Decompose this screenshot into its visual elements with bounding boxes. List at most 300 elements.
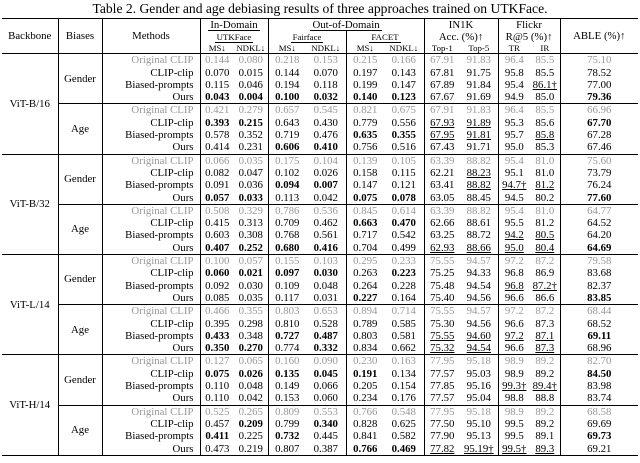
value-text: 75.32 — [430, 342, 455, 355]
value-cell — [460, 305, 498, 318]
value-cell — [200, 418, 234, 430]
header-backbone: Backbone — [2, 19, 58, 54]
value-cell — [306, 380, 346, 392]
value-cell — [306, 141, 346, 154]
method-cell: Ours — [102, 392, 200, 405]
value-text: 64.52 — [587, 217, 612, 230]
value-text: 0.821 — [353, 104, 378, 117]
value-text: 0.279 — [238, 104, 263, 117]
value-text: 0.625 — [391, 417, 416, 430]
value-text: 89.3 — [535, 442, 555, 455]
value-text: 0.047 — [238, 166, 263, 179]
value-cell — [306, 167, 346, 179]
method-cell: Ours — [102, 292, 200, 305]
value-cell — [268, 443, 306, 456]
value-text: 0.134 — [391, 367, 416, 380]
value-cell — [384, 217, 424, 229]
value-text: 95.5 — [504, 217, 524, 230]
value-cell — [346, 67, 384, 79]
value-cell — [530, 217, 560, 229]
value-text: 88.61 — [466, 217, 491, 230]
value-cell — [384, 154, 424, 167]
value-cell — [306, 342, 346, 355]
value-text: 0.553 — [313, 405, 338, 418]
value-text: 0.143 — [391, 66, 416, 79]
value-text: 0.153 — [275, 392, 300, 405]
value-cell — [498, 54, 530, 67]
value-text: 0.845 — [353, 204, 378, 217]
value-cell — [346, 242, 384, 255]
value-text: 0.766 — [353, 442, 378, 455]
value-text: 69.69 — [587, 417, 612, 430]
value-text: 0.113 — [275, 191, 300, 204]
value-text: 88.72 — [466, 229, 491, 242]
value-cell — [384, 242, 424, 255]
value-cell — [424, 117, 460, 129]
value-text: 0.807 — [275, 442, 300, 455]
value-cell — [200, 242, 234, 255]
value-text: 0.395 — [205, 317, 230, 330]
value-text: 0.144 — [205, 54, 230, 67]
method-cell: Biased-prompts — [102, 330, 200, 342]
value-text: 94.60 — [466, 329, 491, 342]
value-text: 0.662 — [391, 342, 416, 355]
value-text: 67.43 — [430, 141, 455, 154]
value-text: 0.036 — [238, 179, 263, 192]
value-cell — [346, 104, 384, 117]
value-cell — [306, 255, 346, 268]
value-cell — [498, 167, 530, 179]
method-cell: CLIP-clip — [102, 418, 200, 430]
value-text: 88.8 — [535, 392, 555, 405]
value-cell — [200, 54, 234, 67]
value-text: 95.4 — [504, 78, 524, 91]
value-cell — [346, 368, 384, 380]
value-cell — [268, 305, 306, 318]
value-text: 0.197 — [353, 66, 378, 79]
value-text: 0.430 — [313, 116, 338, 129]
value-text: 75.55 — [430, 329, 455, 342]
value-text: 0.414 — [205, 141, 230, 154]
value-cell — [346, 167, 384, 179]
value-text: 0.732 — [275, 430, 300, 443]
value-text: 0.719 — [275, 129, 300, 142]
value-text: 0.387 — [313, 442, 338, 455]
value-cell — [268, 204, 306, 217]
value-text: 0.154 — [391, 380, 416, 393]
value-cell — [384, 91, 424, 104]
value-cell — [268, 67, 306, 79]
value-cell — [384, 318, 424, 330]
value-cell — [498, 192, 530, 205]
value-cell — [460, 91, 498, 104]
value-text: 0.295 — [353, 255, 378, 268]
value-text: 0.166 — [391, 54, 416, 67]
value-text: 67.46 — [587, 141, 612, 154]
value-cell — [200, 167, 234, 179]
value-text: 77.60 — [587, 191, 612, 204]
value-text: 98.9 — [504, 405, 524, 418]
value-cell — [306, 392, 346, 405]
value-cell — [560, 380, 638, 392]
value-cell — [384, 167, 424, 179]
value-cell — [530, 204, 560, 217]
value-text: 97.2 — [504, 329, 524, 342]
value-text: 0.007 — [313, 179, 338, 192]
value-cell — [268, 342, 306, 355]
value-text: 0.057 — [238, 255, 263, 268]
value-cell — [234, 242, 268, 255]
value-text: 0.139 — [353, 154, 378, 167]
value-cell — [234, 141, 268, 154]
table-body — [2, 54, 638, 456]
value-text: 88.66 — [466, 241, 491, 254]
method-cell: CLIP-clip — [102, 117, 200, 129]
value-cell — [234, 355, 268, 368]
value-cell — [346, 91, 384, 104]
value-cell — [268, 129, 306, 141]
value-text: 0.329 — [238, 204, 263, 217]
value-cell — [460, 443, 498, 456]
value-text: 91.69 — [466, 91, 491, 104]
header-facet-ndkl: NDKL↓ — [389, 43, 419, 54]
value-cell — [424, 305, 460, 318]
value-cell — [268, 167, 306, 179]
value-text: 64.77 — [587, 204, 612, 217]
value-text: 77.82 — [430, 442, 455, 455]
value-cell — [460, 104, 498, 117]
method-cell: Biased-prompts — [102, 129, 200, 141]
value-cell — [424, 405, 460, 418]
value-cell — [384, 129, 424, 141]
value-cell — [268, 217, 306, 229]
value-cell — [560, 392, 638, 405]
header-fairface: Fairface — [268, 31, 346, 43]
value-cell — [268, 117, 306, 129]
value-text: 95.0 — [504, 241, 524, 254]
method-cell: Ours — [102, 242, 200, 255]
value-cell — [498, 267, 530, 279]
value-text: 86.9 — [535, 267, 555, 280]
value-text: 95.13 — [466, 430, 491, 443]
value-text: 77.57 — [430, 367, 455, 380]
value-text: 94.57 — [466, 255, 491, 268]
value-cell — [560, 305, 638, 318]
value-cell — [306, 117, 346, 129]
value-text: 0.643 — [275, 116, 300, 129]
header-facet: FACET — [346, 31, 424, 43]
value-cell — [530, 318, 560, 330]
value-cell — [460, 392, 498, 405]
value-cell — [346, 305, 384, 318]
method-cell: Biased-prompts — [102, 380, 200, 392]
value-text: 0.476 — [313, 129, 338, 142]
method-cell: Original CLIP — [102, 255, 200, 268]
value-text: 0.147 — [391, 78, 416, 91]
value-text: 0.149 — [275, 380, 300, 393]
value-text: 77.95 — [430, 355, 455, 368]
value-cell — [306, 430, 346, 442]
value-cell — [306, 104, 346, 117]
value-cell — [268, 79, 306, 91]
bias-cell: Age — [58, 305, 102, 355]
value-cell — [306, 355, 346, 368]
value-text: 0.433 — [205, 329, 230, 342]
value-cell — [346, 418, 384, 430]
value-text: 0.635 — [353, 129, 378, 142]
value-cell — [346, 204, 384, 217]
value-cell — [560, 292, 638, 305]
value-cell — [346, 292, 384, 305]
value-cell — [460, 67, 498, 79]
value-text: 0.410 — [313, 141, 338, 154]
value-text: 88.82 — [466, 154, 491, 167]
value-text: 0.015 — [238, 66, 263, 79]
value-cell — [346, 255, 384, 268]
value-cell — [560, 255, 638, 268]
value-cell — [200, 117, 234, 129]
value-cell — [384, 392, 424, 405]
value-text: 0.109 — [275, 279, 300, 292]
value-cell — [530, 355, 560, 368]
value-text: 95.8 — [504, 66, 524, 79]
value-cell — [306, 204, 346, 217]
value-text: 0.127 — [205, 355, 230, 368]
value-text: 0.030 — [313, 267, 338, 280]
value-cell — [460, 154, 498, 167]
value-cell — [560, 192, 638, 205]
value-cell — [234, 129, 268, 141]
value-cell — [530, 154, 560, 167]
value-text: 83.98 — [587, 380, 612, 393]
value-cell — [424, 280, 460, 292]
value-text: 0.135 — [275, 367, 300, 380]
value-cell — [306, 280, 346, 292]
value-cell — [234, 418, 268, 430]
value-text: 0.060 — [313, 392, 338, 405]
value-cell — [346, 355, 384, 368]
value-text: 67.91 — [430, 104, 455, 117]
value-cell — [306, 405, 346, 418]
value-text: 0.092 — [205, 279, 230, 292]
value-cell — [530, 430, 560, 442]
method-cell: Original CLIP — [102, 54, 200, 67]
value-text: 98.8 — [504, 392, 524, 405]
value-text: 0.118 — [313, 78, 338, 91]
bias-cell: Gender — [58, 355, 102, 405]
value-cell — [200, 154, 234, 167]
value-text: 64.20 — [587, 229, 612, 242]
value-cell — [234, 380, 268, 392]
value-text: 62.66 — [430, 217, 455, 230]
value-text: 67.81 — [430, 66, 455, 79]
value-text: 0.123 — [391, 91, 416, 104]
value-cell — [200, 91, 234, 104]
value-cell — [234, 292, 268, 305]
value-cell — [498, 355, 530, 368]
value-text: 98.9 — [504, 367, 524, 380]
value-cell — [460, 192, 498, 205]
value-cell — [200, 443, 234, 456]
value-text: 86.1† — [532, 78, 557, 91]
value-text: 81.0 — [535, 166, 555, 179]
value-text: 95.4 — [504, 204, 524, 217]
value-text: 0.164 — [391, 291, 416, 304]
value-cell — [498, 117, 530, 129]
value-text: 0.355 — [391, 129, 416, 142]
value-cell — [384, 280, 424, 292]
value-text: 0.653 — [313, 305, 338, 318]
value-cell — [384, 67, 424, 79]
value-text: 91.81 — [466, 129, 491, 142]
value-text: 99.3† — [502, 380, 527, 393]
value-cell — [560, 368, 638, 380]
value-text: 96.4 — [504, 54, 524, 67]
value-text: 0.841 — [353, 430, 378, 443]
method-cell: Original CLIP — [102, 204, 200, 217]
value-cell — [460, 167, 498, 179]
value-text: 77.57 — [430, 392, 455, 405]
value-cell — [200, 217, 234, 229]
value-text: 91.89 — [466, 116, 491, 129]
value-text: 67.67 — [430, 91, 455, 104]
value-text: 0.298 — [238, 317, 263, 330]
value-text: 85.8 — [535, 129, 555, 142]
value-cell — [268, 242, 306, 255]
value-cell — [530, 368, 560, 380]
value-cell — [530, 67, 560, 79]
value-cell — [424, 342, 460, 355]
value-cell — [460, 129, 498, 141]
value-text: 0.799 — [275, 417, 300, 430]
value-cell — [346, 117, 384, 129]
value-cell — [234, 368, 268, 380]
value-cell — [384, 204, 424, 217]
header-top5: Top-5 — [468, 43, 490, 54]
value-cell — [460, 255, 498, 268]
value-text: 0.779 — [353, 116, 378, 129]
value-text: 0.786 — [275, 204, 300, 217]
value-cell — [346, 443, 384, 456]
value-cell — [530, 229, 560, 241]
value-text: 0.263 — [353, 267, 378, 280]
value-text: 75.55 — [430, 305, 455, 318]
value-cell — [560, 204, 638, 217]
value-cell — [560, 342, 638, 355]
value-text: 83.68 — [587, 267, 612, 280]
value-text: 75.30 — [430, 317, 455, 330]
value-text: 0.042 — [313, 191, 338, 204]
value-cell — [234, 280, 268, 292]
value-cell — [234, 318, 268, 330]
value-cell — [234, 330, 268, 342]
value-cell — [268, 330, 306, 342]
value-cell — [268, 91, 306, 104]
value-text: 85.5 — [535, 66, 555, 79]
value-text: 0.233 — [391, 255, 416, 268]
value-text: 87.3 — [535, 342, 555, 355]
value-text: 0.032 — [313, 91, 338, 104]
value-text: 94.7† — [502, 179, 527, 192]
results-table — [2, 18, 638, 456]
value-text: 0.348 — [238, 329, 263, 342]
value-text: 0.606 — [275, 141, 300, 154]
value-cell — [498, 292, 530, 305]
value-cell — [234, 79, 268, 91]
value-text: 97.2 — [504, 255, 524, 268]
value-cell — [268, 154, 306, 167]
value-text: 0.140 — [353, 91, 378, 104]
value-text: 95.10 — [466, 417, 491, 430]
value-cell — [346, 129, 384, 141]
value-cell — [268, 179, 306, 191]
value-cell — [424, 79, 460, 91]
value-cell — [306, 217, 346, 229]
value-text: 0.158 — [353, 166, 378, 179]
header-top1: Top-1 — [424, 43, 460, 54]
value-cell — [200, 355, 234, 368]
value-cell — [234, 305, 268, 318]
value-text: 0.066 — [205, 154, 230, 167]
header-biases: Biases — [58, 19, 102, 54]
value-cell — [424, 54, 460, 67]
value-text: 75.60 — [587, 154, 612, 167]
value-cell — [306, 318, 346, 330]
value-text: 63.39 — [430, 204, 455, 217]
value-text: 0.057 — [205, 191, 230, 204]
value-text: 98.9 — [504, 355, 524, 368]
value-cell — [200, 267, 234, 279]
value-cell — [268, 368, 306, 380]
value-text: 0.045 — [313, 367, 338, 380]
value-cell — [560, 167, 638, 179]
value-cell — [200, 204, 234, 217]
value-text: 63.39 — [430, 154, 455, 167]
value-cell — [384, 355, 424, 368]
value-text: 95.7 — [504, 129, 524, 142]
value-cell — [498, 305, 530, 318]
value-text: 81.0 — [535, 154, 555, 167]
value-text: 62.21 — [430, 166, 455, 179]
value-cell — [234, 192, 268, 205]
value-text: 0.121 — [391, 179, 416, 192]
value-text: 0.225 — [238, 430, 263, 443]
value-text: 0.499 — [391, 241, 416, 254]
value-cell — [268, 318, 306, 330]
method-cell: Ours — [102, 192, 200, 205]
value-cell — [200, 129, 234, 141]
value-text: 0.556 — [391, 116, 416, 129]
value-text: 91.75 — [466, 66, 491, 79]
table-row — [2, 154, 638, 167]
value-text: 89.2 — [535, 417, 555, 430]
value-cell — [200, 368, 234, 380]
value-cell — [200, 179, 234, 191]
value-cell — [306, 443, 346, 456]
value-text: 94.56 — [466, 291, 491, 304]
value-text: 89.4† — [532, 380, 557, 393]
value-text: 0.487 — [313, 329, 338, 342]
value-cell — [346, 342, 384, 355]
value-text: 0.048 — [238, 380, 263, 393]
value-cell — [234, 443, 268, 456]
value-text: 0.421 — [205, 104, 230, 117]
value-cell — [560, 443, 638, 456]
value-text: 85.3 — [535, 141, 555, 154]
value-text: 0.457 — [205, 417, 230, 430]
value-cell — [346, 380, 384, 392]
value-text: 62.93 — [430, 241, 455, 254]
